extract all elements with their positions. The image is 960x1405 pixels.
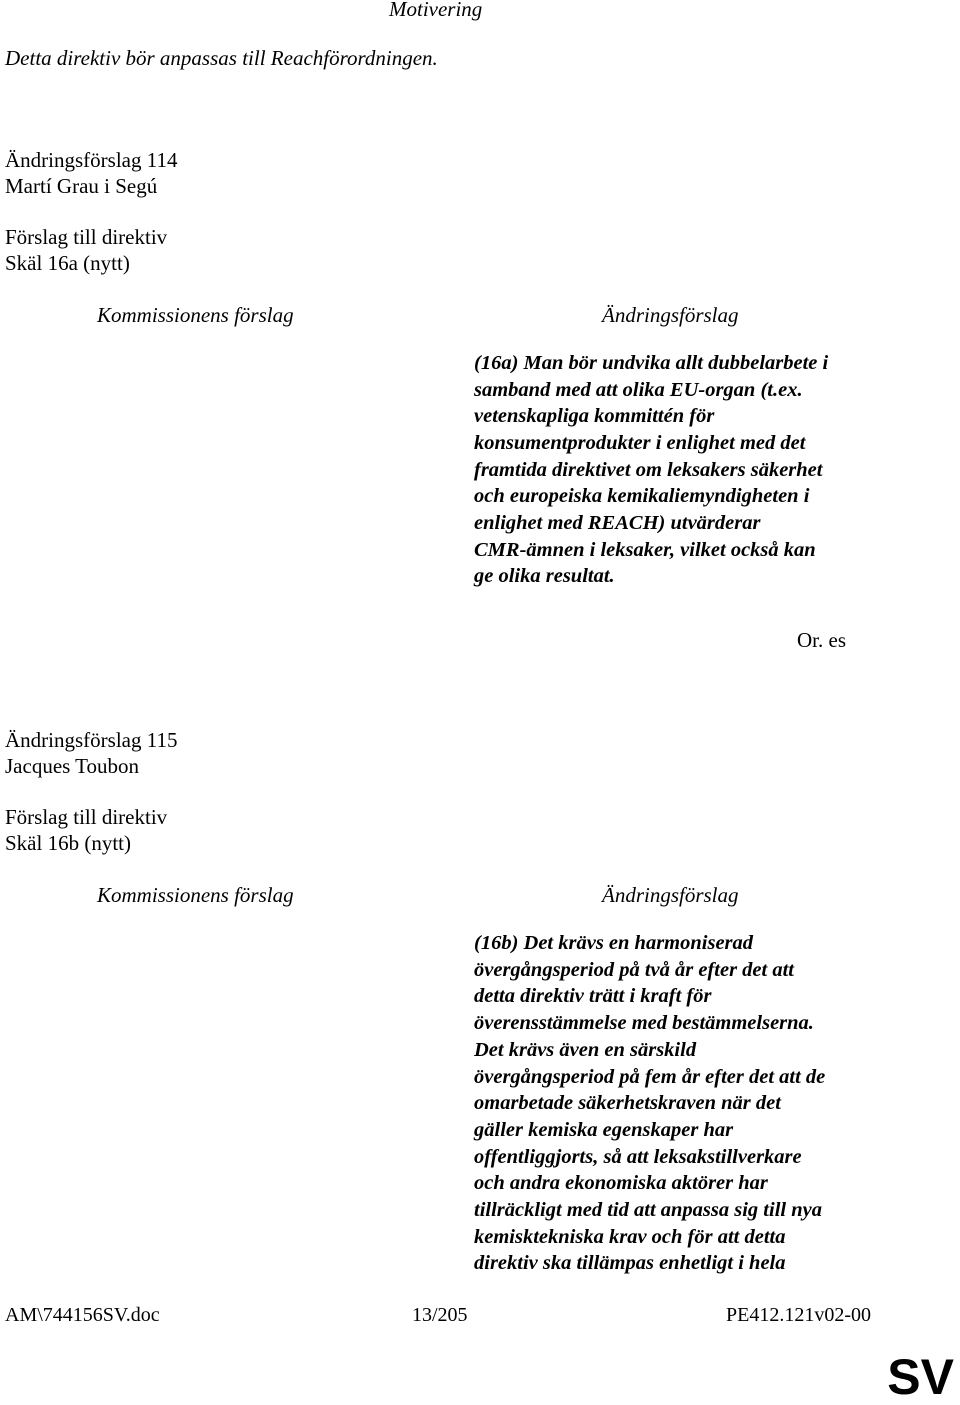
amendment-number: Ändringsförslag 115 <box>5 728 178 752</box>
text-line: direktiv ska tillämpas enhetligt i hela <box>474 1252 786 1274</box>
col-header-amendment: Ändringsförslag <box>602 303 739 327</box>
recital-ref: Skäl 16a (nytt) <box>5 251 130 275</box>
pe-reference: PE412.121v02-00 <box>726 1304 871 1326</box>
text-line: framtida direktivet om leksakers säkerhet <box>474 459 823 481</box>
original-language: Or. es <box>797 628 846 652</box>
text-line: kemisktekniska krav och för att detta <box>474 1226 786 1248</box>
text-line: gäller kemiska egenskaper har <box>474 1119 734 1141</box>
text-line: enlighet med REACH) utvärderar <box>474 512 761 534</box>
text-line: samband med att olika EU-organ (t.ex. <box>474 379 803 401</box>
text-line: Det krävs även en särskild <box>474 1039 697 1061</box>
text-line: övergångsperiod på fem år efter det att de <box>474 1066 826 1088</box>
amendment-number: Ändringsförslag 114 <box>5 148 178 172</box>
text-line: konsumentprodukter i enlighet med det <box>474 432 806 454</box>
text-line: överensstämmelse med bestämmelserna. <box>474 1012 814 1034</box>
text-line: omarbetade säkerhetskraven när det <box>474 1092 781 1114</box>
motivering-text: Detta direktiv bör anpassas till Reachförordningen. <box>5 46 438 70</box>
amendment-author: Martí Grau i Segú <box>5 174 158 198</box>
doc-reference: AM\744156SV.doc <box>5 1304 160 1326</box>
text-line: (16a) Man bör undvika allt dubbelarbete i <box>474 352 829 374</box>
motivering-title: Motivering <box>389 0 483 21</box>
text-line: ge olika resultat. <box>474 565 615 587</box>
text-line: och europeiska kemikaliemyndigheten i <box>474 485 810 507</box>
text-line: detta direktiv trätt i kraft för <box>474 985 712 1007</box>
proposal-type: Förslag till direktiv <box>5 805 168 829</box>
text-line: (16b) Det krävs en harmoniserad <box>474 932 754 954</box>
text-line: tillräckligt med tid att anpassa sig till nya <box>474 1199 822 1221</box>
amendment-author: Jacques Toubon <box>5 754 140 778</box>
proposal-type: Förslag till direktiv <box>5 225 168 249</box>
col-header-commission: Kommissionens förslag <box>97 303 294 327</box>
text-line: vetenskapliga kommittén för <box>474 405 715 427</box>
text-line: och andra ekonomiska aktörer har <box>474 1172 768 1194</box>
col-header-commission: Kommissionens förslag <box>97 883 294 907</box>
language-code: SV <box>887 1349 954 1405</box>
text-line: CMR-ämnen i leksaker, vilket också kan <box>474 539 816 561</box>
col-header-amendment: Ändringsförslag <box>602 883 739 907</box>
text-line: offentliggjorts, så att leksakstillverkare <box>474 1146 802 1168</box>
recital-ref: Skäl 16b (nytt) <box>5 831 131 855</box>
text-line: övergångsperiod på två år efter det att <box>474 959 794 981</box>
page-number: 13/205 <box>412 1304 468 1326</box>
